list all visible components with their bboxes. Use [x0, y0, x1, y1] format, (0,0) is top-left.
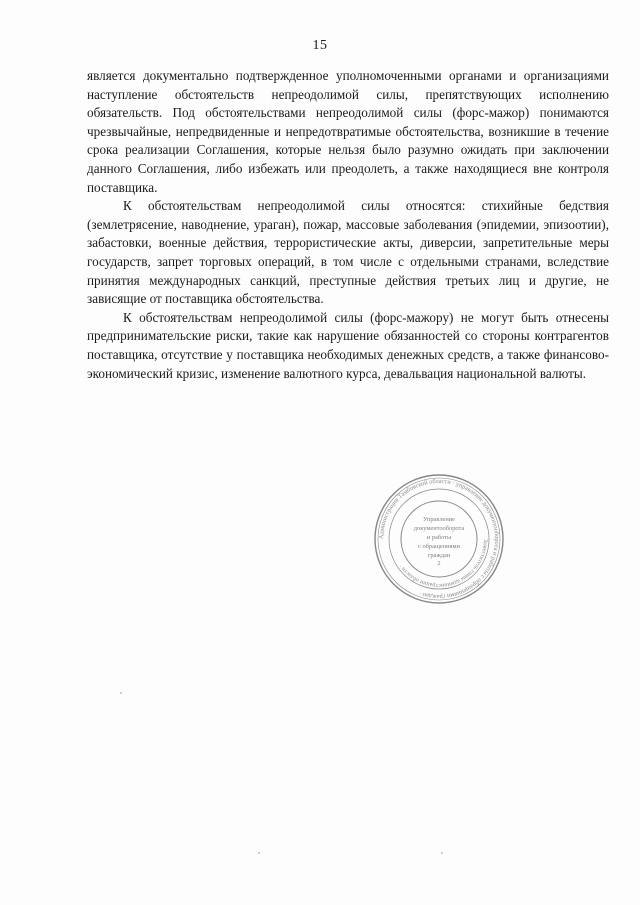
seal-center-line: граждан [427, 552, 451, 559]
seal-outer-text: Администрация Тамбовской области · управление документооборота и работы с обращениями граждан · [377, 477, 501, 601]
seal-center-line: 2 [437, 560, 441, 567]
official-seal [373, 473, 505, 605]
paragraph: К обстоятельствам непреодолимой силы относятся: стихийные бедствия (землетрясение, наводнение, ураган), пожар, массовые заболевания (эпидемии, эпизоотии), забастовки, военные действия, террористические акты, диверсии, запретительные меры государств, запрет торговых операций, в том числе с отдельными странами, вследствие принятия международных санкций, преступные действия третьих лиц и другие, не зависящие от поставщика обстоятельства. [87, 198, 609, 307]
seal-inner-text: Заместитель главы администрации области · [398, 538, 489, 589]
page-number: 15 [312, 38, 328, 53]
seal-center-line: документооборота [413, 525, 465, 532]
seal-center-line: и работы [426, 534, 452, 541]
body-text [87, 67, 609, 383]
seal-graphic [373, 473, 505, 605]
seal-center-line: Управление [422, 516, 456, 523]
seal-center-line: с обращениями [418, 543, 460, 550]
scan-speck [441, 852, 443, 854]
paragraph: К обстоятельствам непреодолимой силы (форс-мажору) не могут быть отнесены предпринимательские риски, такие как нарушение обязанностей со стороны контрагентов поставщика, отсутствие у поставщика необходимых денежных средств, а также финансово-экономический кризис, изменение валютного курса, девальвация национальной валюты. [87, 309, 609, 381]
paragraph: является документально подтвержденное уполномоченными органами и организациями наступление обстоятельств непреодолимой силы, препятствующих исполнению обязательств. Под обстоятельствами непреодолимой силы (форс-мажор) понимаются чрезвычайные, непредвиденные и непредотвратимые обстоятельства, возникшие в течение срока реализации Соглашения, которые нельзя было разумно ожидать при заключении данного Соглашения, либо избежать или преодолеть, а также находящиеся вне контроля поставщика. [87, 68, 609, 195]
scan-speck [258, 852, 260, 854]
scan-speck [120, 692, 122, 694]
